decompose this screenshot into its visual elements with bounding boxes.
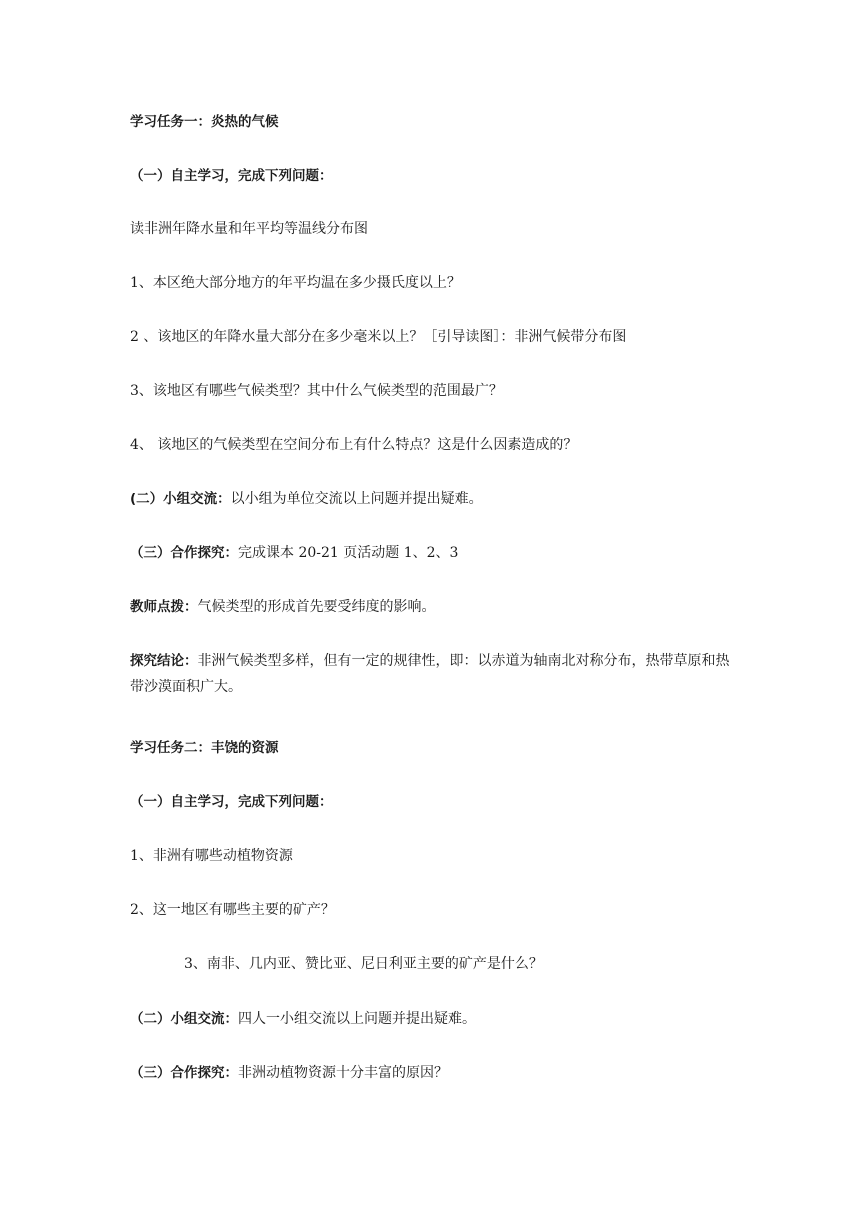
task1-cooperative-inquiry <box>130 543 458 563</box>
task2-question-1: 1、非洲有哪些动植物资源 <box>130 848 293 864</box>
teacher-guidance <box>130 597 436 617</box>
task1-question-4: 4、 该地区的气候类型在空间分布上有什么特点？这是什么因素造成的？ <box>130 437 578 453</box>
task1-coop-label: （三）合作探究： <box>130 545 238 561</box>
task2-question-3: 3、南非、几内亚、赞比亚、尼日利亚主要的矿产是什么？ <box>184 956 543 972</box>
inquiry-conclusion <box>130 648 730 700</box>
task2-question-2: 2、这一地区有哪些主要的矿产？ <box>130 902 335 918</box>
teacher-guidance-text: 气候类型的形成首先要受纬度的影响。 <box>197 599 436 615</box>
task2-coop-label: （三）合作探究： <box>130 1065 238 1081</box>
task2-title: 学习任务二：丰饶的资源 <box>130 740 279 756</box>
inquiry-conclusion-label: 探究结论： <box>130 653 198 669</box>
task1-group-text: 以小组为单位交流以上问题并提出疑难。 <box>230 491 483 507</box>
task2-group-label: （二）小组交流： <box>130 1011 238 1027</box>
teacher-guidance-label: 教师点拨： <box>130 599 198 615</box>
inquiry-conclusion-text: 非洲气候类型多样，但有一定的规律性，即：以赤道为轴南北对称分布，热带草原和热带沙漠面积广大。 <box>130 653 730 695</box>
task1-self-study-label: （一）自主学习，完成下列问题： <box>130 168 333 184</box>
task1-question-2: 2 、该地区的年降水量大部分在多少毫米以上？［引导读图］：非洲气候带分布图 <box>130 329 627 345</box>
task1-question-1: 1、本区绝大部分地方的年平均温在多少摄氏度以上？ <box>130 275 461 291</box>
task1-group-exchange <box>130 489 483 509</box>
task2-self-study-label: （一）自主学习，完成下列问题： <box>130 794 333 810</box>
task2-coop-text: 非洲动植物资源十分丰富的原因？ <box>238 1065 448 1081</box>
task1-coop-text: 完成课本 20-21 页活动题 1、2、3 <box>238 545 459 561</box>
task1-map-intro: 读非洲年降水量和年平均等温线分布图 <box>130 221 368 237</box>
task2-group-exchange <box>130 1009 476 1029</box>
task1-title: 学习任务一：炎热的气候 <box>130 114 279 130</box>
task2-cooperative-inquiry <box>130 1063 448 1083</box>
task1-question-3: 3、该地区有哪些气候类型？其中什么气候类型的范围最广？ <box>130 383 503 399</box>
task1-group-label: (二）小组交流： <box>130 491 231 507</box>
task2-group-text: 四人一小组交流以上问题并提出疑难。 <box>238 1011 476 1027</box>
